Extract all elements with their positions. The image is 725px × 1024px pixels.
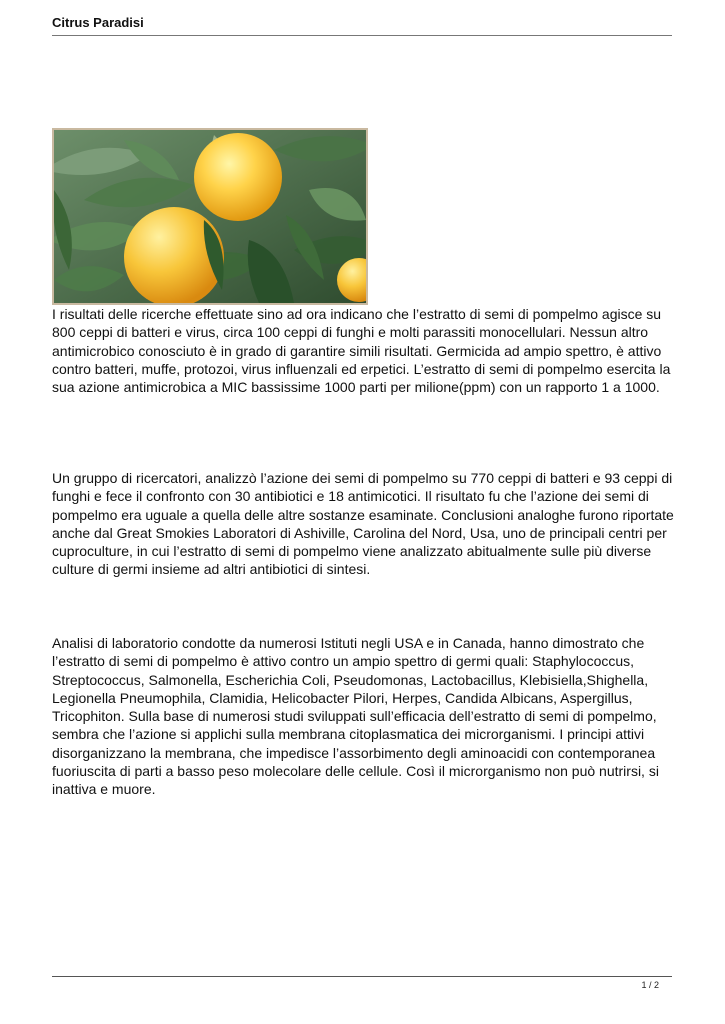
grapefruit-illustration	[54, 130, 366, 303]
grapefruit-photo	[52, 128, 368, 305]
header-divider	[52, 35, 672, 36]
document-title: Citrus Paradisi	[52, 15, 144, 30]
paragraph-research-group: Un gruppo di ricercatori, analizzò l’azione dei semi di pompelmo su 770 ceppi di batteri e 93 ceppi di funghi e fece il confronto con 30 antibiotici e 18 antimicotici. Il risultato fu che l’azione dei semi di pompelmo era uguale a quella delle altre sostanze esaminate. Conclusioni analoghe furono riportate anche dal Great Smokies Laboratori di Ashiville, Carolina del Nord, Usa, uno de principali centri per cuproculture, in cui l’estratto di semi di pompelmo viene analizzato abitualmente sulle più diverse culture di germi insieme ad altri antibiotici di sintesi.	[52, 470, 674, 578]
paragraph-lab-analysis: Analisi di laboratorio condotte da numerosi Istituti negli USA e in Canada, hanno dimostrato che l’estratto di semi di pompelmo è attivo contro un ampio spettro di germi quali: Staphylococcus, Streptococcus, Salmonella, Escherichia Coli, Pseudomonas, Lactobacillus, Klebisiella,Shighella, Legionella Pneumophila, Clamidia, Helicobacter Pilori, Herpes, Candida Albicans, Aspergillus, Tricophiton. Sulla base di numerosi studi sviluppati sull’efficacia dell’estratto di semi di pompelmo, sembra che l’azione si applichi sulla membrana citoplasmatica dei microrganismi. I principi attivi disorganizzano la membrana, che impedisce l’assorbimento degli aminoacidi con contemporanea fuoriuscita di parti a basso peso molecolare delle cellule. Così il microrganismo non può nutrirsi, si inattiva e muore.	[52, 635, 659, 798]
footer-divider	[52, 976, 672, 977]
paragraph-research-results: I risultati delle ricerche effettuate sino ad ora indicano che l’estratto di semi di pompelmo agisce su 800 ceppi di batteri e virus, circa 100 ceppi di funghi e molti parassiti monocellulari. Nessun altro antimicrobico conosciuto è in grado di garantire simili risultati. Germicida ad ampio spettro, è attivo contro batteri, muffe, protozoi, virus influenzali ed erpetici. L’estratto di semi di pompelmo esercita la sua azione antimicrobica a MIC bassissime 1000 parti per milione(ppm) con un rapporto 1 a 1000.	[52, 306, 671, 396]
grapefruit-upper	[194, 133, 282, 221]
page-number: 1 / 2	[641, 980, 659, 990]
